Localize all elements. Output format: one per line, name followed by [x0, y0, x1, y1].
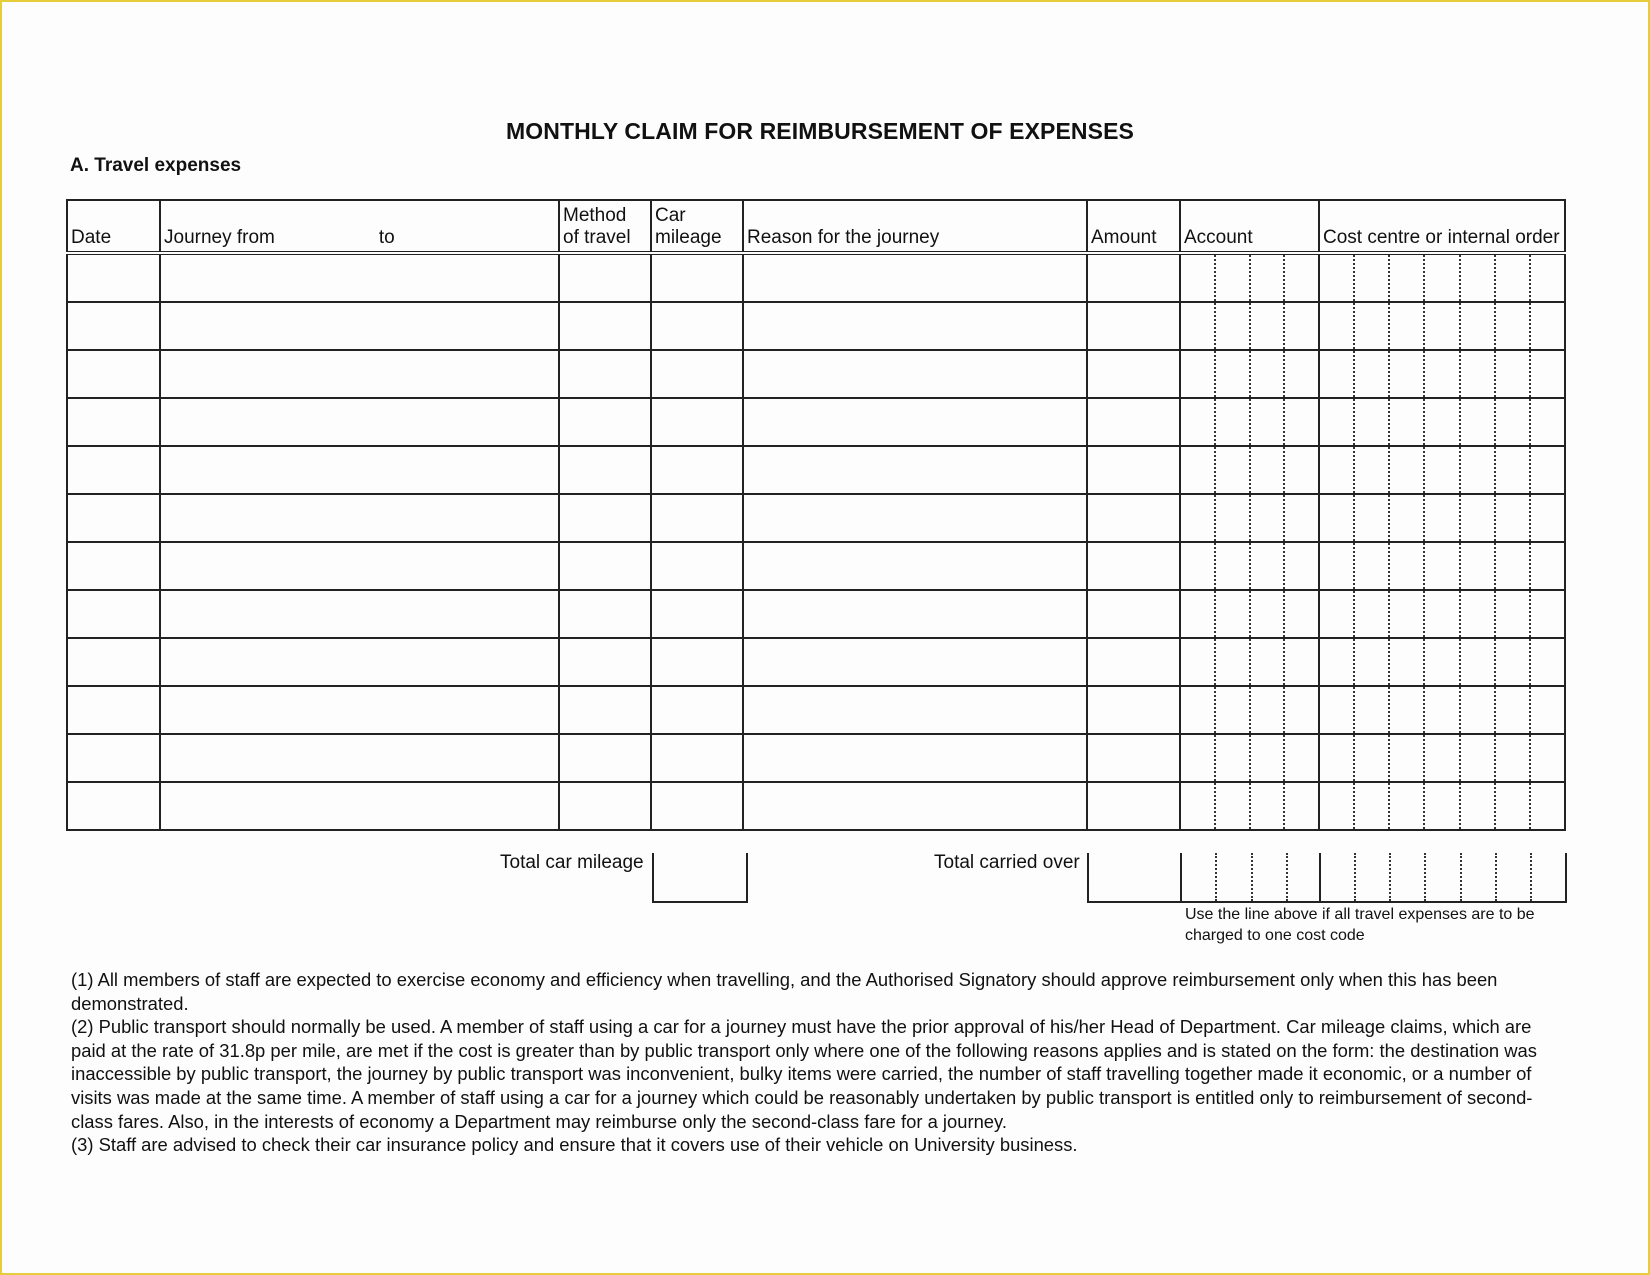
col-mileage: Car mileage [651, 200, 743, 253]
table-row [67, 302, 1565, 350]
journey-cell[interactable] [160, 686, 559, 734]
table-row [67, 542, 1565, 590]
method-cell[interactable] [559, 350, 651, 398]
mileage-cell[interactable] [651, 398, 743, 446]
cost-centre-cell[interactable] [1319, 542, 1565, 590]
amount-cell[interactable] [1087, 446, 1180, 494]
date-cell[interactable] [67, 494, 160, 542]
date-cell[interactable] [67, 686, 160, 734]
method-cell[interactable] [559, 686, 651, 734]
cost-centre-cell[interactable] [1319, 686, 1565, 734]
amount-cell[interactable] [1087, 302, 1180, 350]
amount-cell[interactable] [1087, 253, 1180, 302]
account-cell[interactable] [1180, 302, 1319, 350]
mileage-cell[interactable] [651, 686, 743, 734]
journey-cell[interactable] [160, 350, 559, 398]
cost-centre-cell[interactable] [1319, 734, 1565, 782]
col-reason: Reason for the journey [743, 200, 1087, 253]
col-account: Account [1180, 200, 1319, 253]
reason-cell[interactable] [743, 253, 1087, 302]
method-cell[interactable] [559, 638, 651, 686]
cost-centre-cell[interactable] [1319, 446, 1565, 494]
mileage-cell[interactable] [651, 638, 743, 686]
mileage-cell[interactable] [651, 253, 743, 302]
account-cell[interactable] [1180, 494, 1319, 542]
reason-cell[interactable] [743, 302, 1087, 350]
journey-cell[interactable] [160, 782, 559, 830]
method-cell[interactable] [559, 302, 651, 350]
amount-cell[interactable] [1087, 782, 1180, 830]
date-cell[interactable] [67, 253, 160, 302]
date-cell[interactable] [67, 398, 160, 446]
amount-cell[interactable] [1087, 350, 1180, 398]
reason-cell[interactable] [743, 686, 1087, 734]
date-cell[interactable] [67, 590, 160, 638]
table-row [67, 686, 1565, 734]
date-cell[interactable] [67, 350, 160, 398]
cost-centre-cell[interactable] [1319, 398, 1565, 446]
table-row [67, 350, 1565, 398]
reason-cell[interactable] [743, 398, 1087, 446]
table-row [67, 782, 1565, 830]
date-cell[interactable] [67, 734, 160, 782]
mileage-cell[interactable] [651, 782, 743, 830]
notes-block [71, 968, 1551, 1157]
cost-centre-cell[interactable] [1319, 782, 1565, 830]
account-cell[interactable] [1180, 398, 1319, 446]
cost-centre-cell[interactable] [1319, 638, 1565, 686]
travel-expenses-table [66, 199, 1566, 831]
table-row [67, 253, 1565, 302]
total-account-box[interactable] [1180, 853, 1321, 903]
account-cell[interactable] [1180, 686, 1319, 734]
method-cell[interactable] [559, 398, 651, 446]
total-mileage-label: Total car mileage [500, 852, 644, 873]
method-cell[interactable] [559, 494, 651, 542]
amount-cell[interactable] [1087, 734, 1180, 782]
journey-cell[interactable] [160, 398, 559, 446]
method-cell[interactable] [559, 782, 651, 830]
reason-cell[interactable] [743, 590, 1087, 638]
date-cell[interactable] [67, 446, 160, 494]
cost-code-note: Use the line above if all travel expenses are to be charged to one cost code [1185, 906, 1535, 944]
date-cell[interactable] [67, 782, 160, 830]
col-date: Date [67, 200, 160, 253]
note-2: (2) Public transport should normally be used. A member of staff using a car for a journey must have the prior approval of his/her Head of Department. Car mileage claims, which are paid at the rate of 31.8p per mile, are met if the cost is greater than by public transport only where one of the following reasons applies and is stated on the form: the destination was inaccessible by public transport, the journey by public transport was inconvenient, bulky items were carried, the number of staff travelling together made it economic, or a number of visits was made at the same time. A member of staff using a car for a journey which could be reasonably undertaken by public transport is entitled only to reimbursement of second-class fares. Also, in the interests of economy a Department may reimburse only the second-class fare for a journey. [71, 1016, 1537, 1132]
total-carried-label: Total carried over [934, 852, 1080, 873]
total-amount-box[interactable] [1087, 853, 1182, 903]
reason-cell[interactable] [743, 350, 1087, 398]
method-cell[interactable] [559, 542, 651, 590]
table-row [67, 398, 1565, 446]
journey-cell[interactable] [160, 590, 559, 638]
cost-centre-cell[interactable] [1319, 494, 1565, 542]
form-title: MONTHLY CLAIM FOR REIMBURSEMENT OF EXPENSES [506, 118, 1134, 144]
mileage-cell[interactable] [651, 590, 743, 638]
total-mileage-box[interactable] [652, 853, 748, 903]
col-method: Method of travel [559, 200, 651, 253]
amount-cell[interactable] [1087, 494, 1180, 542]
reason-cell[interactable] [743, 734, 1087, 782]
journey-cell[interactable] [160, 494, 559, 542]
date-cell[interactable] [67, 302, 160, 350]
col-journey [160, 200, 559, 253]
amount-cell[interactable] [1087, 638, 1180, 686]
journey-cell[interactable] [160, 542, 559, 590]
reason-cell[interactable] [743, 638, 1087, 686]
table-row [67, 638, 1565, 686]
total-cost-centre-box[interactable] [1319, 853, 1567, 903]
cost-centre-cell[interactable] [1319, 590, 1565, 638]
method-cell[interactable] [559, 734, 651, 782]
cost-centre-cell[interactable] [1319, 302, 1565, 350]
amount-cell[interactable] [1087, 398, 1180, 446]
table-row [67, 590, 1565, 638]
table-row [67, 734, 1565, 782]
account-cell[interactable] [1180, 638, 1319, 686]
mileage-cell[interactable] [651, 494, 743, 542]
col-journey-to: to [378, 227, 395, 248]
account-cell[interactable] [1180, 446, 1319, 494]
col-cost-centre: Cost centre or internal order [1319, 200, 1565, 253]
amount-cell[interactable] [1087, 590, 1180, 638]
date-cell[interactable] [67, 542, 160, 590]
section-heading: A. Travel expenses [70, 155, 242, 176]
table-header-row [67, 200, 1565, 253]
method-cell[interactable] [559, 446, 651, 494]
table-row [67, 494, 1565, 542]
journey-cell[interactable] [160, 446, 559, 494]
reason-cell[interactable] [743, 782, 1087, 830]
cost-centre-cell[interactable] [1319, 350, 1565, 398]
note-1: (1) All members of staff are expected to exercise economy and efficiency when travelling, and the Authorised Signatory should approve reimbursement only when this has been demonstrated. [71, 969, 1498, 1014]
account-cell[interactable] [1180, 734, 1319, 782]
reason-cell[interactable] [743, 446, 1087, 494]
col-journey-from: Journey from [164, 227, 275, 248]
journey-cell[interactable] [160, 638, 559, 686]
journey-cell[interactable] [160, 253, 559, 302]
amount-cell[interactable] [1087, 686, 1180, 734]
reason-cell[interactable] [743, 494, 1087, 542]
mileage-cell[interactable] [651, 302, 743, 350]
account-cell[interactable] [1180, 782, 1319, 830]
journey-cell[interactable] [160, 734, 559, 782]
account-cell[interactable] [1180, 350, 1319, 398]
method-cell[interactable] [559, 590, 651, 638]
col-amount: Amount [1087, 200, 1180, 253]
method-cell[interactable] [559, 253, 651, 302]
mileage-cell[interactable] [651, 734, 743, 782]
account-cell[interactable] [1180, 590, 1319, 638]
note-3: (3) Staff are advised to check their car insurance policy and ensure that it covers use of their vehicle on University business. [71, 1134, 1078, 1156]
table-row [67, 446, 1565, 494]
mileage-cell[interactable] [651, 446, 743, 494]
date-cell[interactable] [67, 638, 160, 686]
mileage-cell[interactable] [651, 542, 743, 590]
journey-cell[interactable] [160, 302, 559, 350]
cost-centre-cell[interactable] [1319, 253, 1565, 302]
account-cell[interactable] [1180, 253, 1319, 302]
mileage-cell[interactable] [651, 350, 743, 398]
amount-cell[interactable] [1087, 542, 1180, 590]
reason-cell[interactable] [743, 542, 1087, 590]
account-cell[interactable] [1180, 542, 1319, 590]
